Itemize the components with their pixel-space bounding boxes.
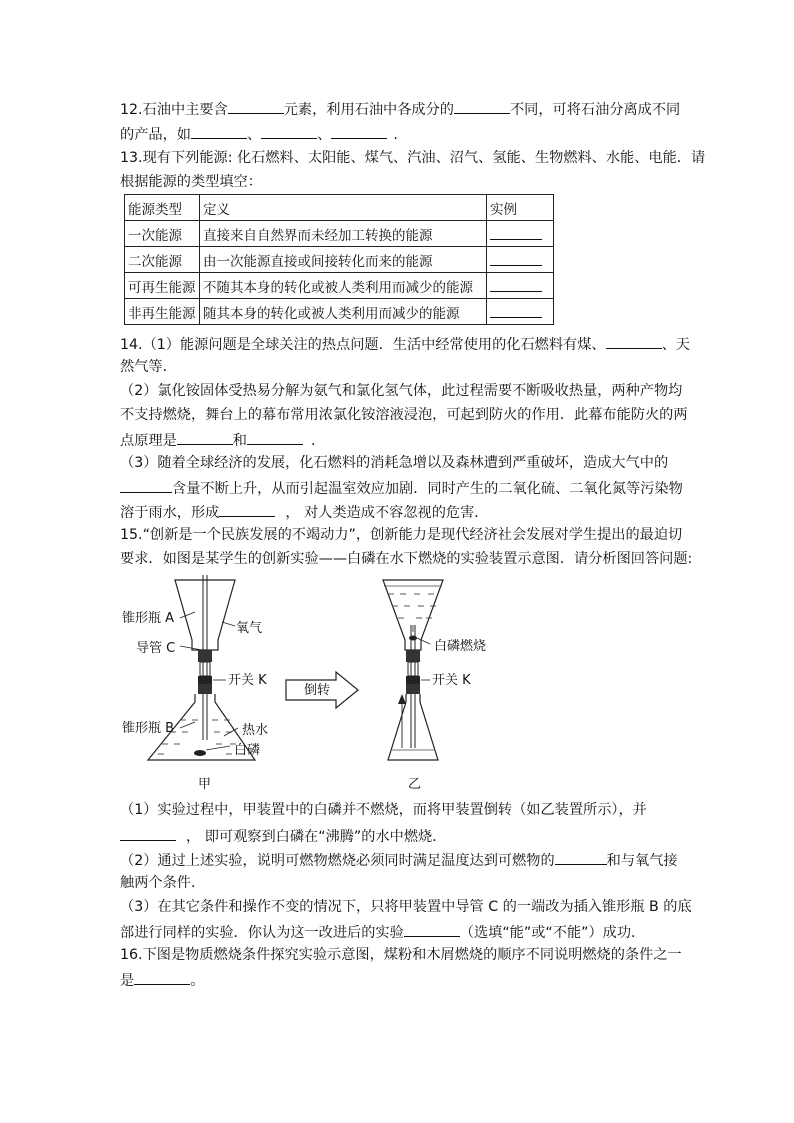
switch-k [198,676,212,684]
label-white-phosphorus: 白磷 [234,743,261,758]
label-flask-a: 锥形瓶 A [122,611,175,626]
q12-line2 [120,123,398,145]
q12-text: 、 [317,127,332,143]
example-cell[interactable] [487,247,554,273]
answer-blank[interactable] [134,969,190,985]
q15-text: （选填“能”或“不能”）成功． [459,925,646,941]
q14-text: 点原理是 [120,433,177,449]
answer-blank[interactable] [261,123,317,139]
q14-text: 、天 [661,337,690,353]
label-tube-c: 导管 C [136,641,176,656]
answer-blank[interactable] [404,921,460,937]
switch-k [406,676,420,684]
q14-line7 [120,477,683,499]
label-invert: 倒转 [304,683,331,698]
answer-blank[interactable] [247,429,303,445]
q14-line6: （3）随着全球经济的发展，化石燃料的消耗急增以及森林遭到严重破坏，造成大气中的 [120,455,669,471]
q13-line2: 根据能源的类型填空： [120,174,262,190]
answer-blank[interactable] [228,98,284,114]
leader-line [206,746,230,750]
q15-s2-line1 [120,849,678,871]
table-row [125,273,554,299]
example-cell[interactable] [487,221,554,247]
q14-line5 [120,429,315,451]
q14-line3: （2）氯化铵固体受热易分解为氨气和氯化氢气体，此过程需要不断吸收热量，两种产物均 [120,383,683,399]
q14-text: ， 对人类造成不容忽视的危害． [285,505,489,521]
q14-text: 含量不断上升，从而引起温室效应加剧．同时产生的二氧化硫、二氧化氮等污染物 [172,481,683,497]
q15-text: 部进行同样的实验．你认为这一改进后的实验 [120,925,404,941]
energy-type-cell: 非再生能源 [125,299,200,325]
table-header-cell: 能源类型 [125,195,200,221]
q14-line2: 然气等． [120,359,177,375]
definition-cell: 随其本身的转化或被人类利用而减少的能源 [200,299,487,325]
q14-line8 [120,501,488,523]
q12-text: 、 [246,127,262,143]
answer-blank[interactable] [490,302,542,318]
label-white-p-burning: 白磷燃烧 [434,639,487,654]
caption-yi: 乙 [408,777,422,792]
energy-type-cell: 二次能源 [125,247,200,273]
answer-blank[interactable] [454,98,510,114]
apparatus-jia [122,575,268,792]
example-cell[interactable] [487,299,554,325]
experiment-figure [118,570,498,795]
definition-cell: 由一次能源直接或间接转化而来的能源 [200,247,487,273]
connector [200,662,210,676]
q16-text: 。 [190,973,205,989]
caption-jia: 甲 [198,777,212,792]
leader-line [180,646,202,650]
leader-line [180,722,195,728]
q12-text: 的产品，如 [120,127,191,143]
table-row [125,221,554,247]
q14-text: . [310,433,316,449]
q12-text: 元素，利用石油中各成分的 [283,102,454,118]
q15-text: （2）通过上述实验，说明可燃物燃烧必须同时满足温度达到可燃物的 [120,853,555,869]
q14-text: 溶于雨水，形成 [120,505,220,521]
energy-type-cell: 一次能源 [125,221,200,247]
q14-text: 和 [232,433,247,449]
answer-blank[interactable] [177,429,233,445]
label-hot-water: 热水 [242,723,269,738]
q16-text: 是 [120,973,135,989]
q15-s1-line1: （1）实验过程中，甲装置中的白磷并不燃烧，而将甲装置倒转（如乙装置所示），并 [120,802,647,818]
q16-line1: 16.下图是物质燃烧条件探究实验示意图，煤粉和木屑燃烧的顺序不同说明燃烧的条件之一 [120,947,682,963]
answer-blank[interactable] [490,276,542,292]
invert-arrow [286,672,358,708]
label-flask-b: 锥形瓶 B [122,721,175,736]
label-switch-k: 开关 K [432,673,471,688]
q15-text: 和与氧气接 [606,853,678,869]
answer-blank[interactable] [606,333,662,349]
q15-s3-line2 [120,921,645,943]
answer-blank[interactable] [490,224,542,240]
definition-cell: 不随其本身的转化或被人类利用而减少的能源 [200,273,487,299]
leader-line [417,638,430,644]
q15-line1: 15.“创新是一个民族发展的不竭动力”，创新能力是现代经济社会发展对学生提出的最迫切 [120,527,683,543]
table-header-cell: 实例 [487,195,554,221]
q15-s2-line2: 触两个条件． [120,875,206,891]
label-switch-k: 开关 K [228,673,267,688]
energy-type-cell: 可再生能源 [125,273,200,299]
stopper-b [198,684,212,694]
stopper-bottom [406,684,420,694]
q15-s1-line2 [120,825,446,847]
q14-line1 [120,333,690,355]
stopper-a [198,650,212,662]
q14-text: 14.（1）能源问题是全球关注的热点问题．生活中经常使用的化石燃料有煤、 [120,337,606,353]
leader-line [222,622,235,626]
flask-a [175,580,235,650]
answer-blank[interactable] [120,825,176,841]
answer-blank[interactable] [555,849,607,865]
white-phosphorus-burning [409,636,417,641]
answer-blank[interactable] [490,250,542,266]
label-oxygen: 氧气 [236,621,263,636]
example-cell[interactable] [487,273,554,299]
leader-line [180,612,195,618]
definition-cell: 直接来自自然界而未经加工转换的能源 [200,221,487,247]
stopper-top [406,650,420,662]
q15-text: ， 即可观察到白磷在“沸腾”的水中燃烧． [186,829,447,845]
q15-line2: 要求．如图是某学生的创新实验——白磷在水下燃烧的实验装置示意图．请分析图回答问题: [120,551,693,567]
q12-text: . [393,127,398,143]
arrow-up-icon [398,694,406,704]
q12-line1 [120,98,680,120]
apparatus-yi [383,580,486,792]
white-phosphorus [194,750,206,756]
table-header-row [125,195,554,221]
answer-blank[interactable] [191,123,247,139]
q14-line4: 不支持燃烧，舞台上的幕布常用浓氯化铵溶液浸泡，可起到防火的作用．此幕布能防火的两 [120,407,688,423]
energy-table [124,194,554,325]
table-header-cell: 定义 [200,195,487,221]
answer-blank[interactable] [219,501,275,517]
answer-blank[interactable] [331,123,387,139]
connector [408,662,418,676]
q12-text: 12.石油中主要含 [120,102,228,118]
q13-line1: 13.现有下列能源: 化石燃料、太阳能、煤气、汽油、沼气、氢能、生物燃料、水能、电能．请 [120,150,706,166]
table-row [125,299,554,325]
table-row [125,247,554,273]
q16-line2 [120,969,204,991]
q12-text: 不同，可将石油分离成不同 [509,102,681,118]
q15-s3-line1: （3）在其它条件和操作不变的情况下，只将甲装置中导管 C 的一端改为插入锥形瓶 B 的底 [120,899,692,915]
answer-blank[interactable] [120,477,172,493]
